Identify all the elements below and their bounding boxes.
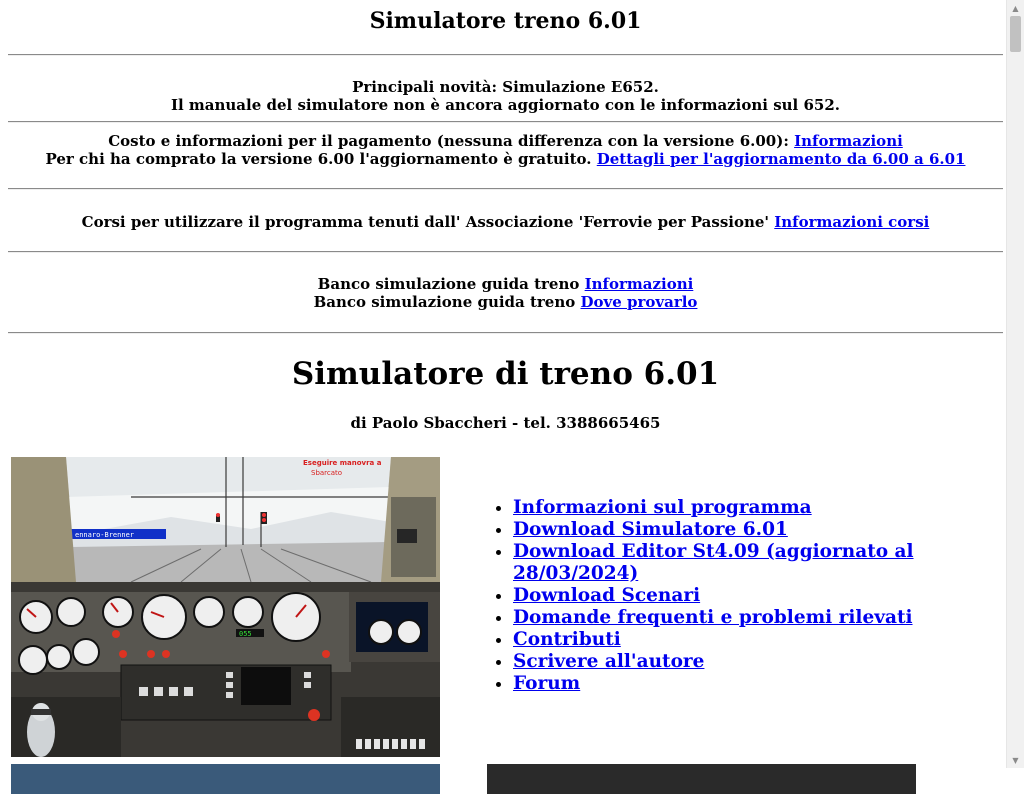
bench-info-link[interactable]: Informazioni	[584, 275, 694, 293]
speed-display: 055	[239, 630, 252, 638]
courses-info-link[interactable]: Informazioni corsi	[774, 213, 930, 231]
scroll-up-icon[interactable]: ▲	[1012, 3, 1019, 13]
download-editor-link[interactable]: Download Editor St4.09 (aggiornato al 28/03/2024)	[513, 541, 914, 584]
divider	[8, 54, 1003, 56]
scrollbar-thumb[interactable]	[1010, 16, 1021, 52]
divider	[8, 332, 1003, 334]
pricing-section	[8, 132, 1003, 168]
divider	[8, 251, 1003, 253]
content-row	[11, 457, 1003, 777]
faq-link[interactable]: Domande frequenti e problemi rilevati	[513, 607, 913, 628]
simulator-screenshot-2	[11, 764, 440, 794]
navigation-links	[487, 497, 1003, 695]
list-item	[513, 541, 1003, 585]
pricing-info-link[interactable]: Informazioni	[794, 132, 903, 150]
simulator-screenshot	[11, 457, 440, 757]
news-line-1: Principali novità: Simulazione E652.	[352, 78, 659, 96]
news-line-2: Il manuale del simulatore non è ancora aggiornato con le informazioni sul 652.	[170, 96, 841, 114]
title-block	[8, 0, 1003, 42]
svg-text:Eseguire manovra a: Eseguire manovra a	[303, 459, 382, 467]
list-item	[513, 497, 1003, 519]
page-content	[8, 0, 1003, 694]
courses-section	[8, 213, 1003, 231]
author-byline: di Paolo Sbaccheri - tel. 3388665465	[350, 414, 661, 432]
cab-view-image	[11, 457, 440, 757]
forum-link[interactable]: Forum	[513, 673, 581, 694]
courses-text: Corsi per utilizzare il programma tenuti dall' Associazione 'Ferrovie per Passione'	[81, 213, 775, 231]
simulator-screenshot-3	[487, 764, 916, 794]
bench-text-2: Banco simulazione guida treno	[313, 293, 581, 311]
list-item	[513, 585, 1003, 607]
bench-location-link[interactable]: Dove provarlo	[580, 293, 698, 311]
list-item	[513, 673, 1003, 695]
list-item	[513, 607, 1003, 629]
page-title: Simulatore treno 6.01	[369, 8, 642, 34]
pricing-text-1: Costo e informazioni per il pagamento (nessuna differenza con la versione 6.00):	[108, 132, 795, 150]
contact-author-link[interactable]: Scrivere all'autore	[513, 651, 705, 672]
vertical-scrollbar[interactable]	[1006, 0, 1024, 768]
divider	[8, 188, 1003, 190]
list-item	[513, 651, 1003, 673]
download-simulator-link[interactable]: Download Simulatore 6.01	[513, 519, 788, 540]
download-scenarios-link[interactable]: Download Scenari	[513, 585, 701, 606]
contributions-link[interactable]: Contributi	[513, 629, 621, 650]
program-info-link[interactable]: Informazioni sul programma	[513, 497, 812, 518]
svg-text:Sbarcato: Sbarcato	[311, 469, 343, 477]
main-heading-block	[8, 356, 1003, 392]
scroll-down-icon[interactable]: ▼	[1012, 755, 1019, 765]
pricing-text-2: Per chi ha comprato la versione 6.00 l'aggiornamento è gratuito.	[45, 150, 597, 168]
main-heading: Simulatore di treno 6.01	[291, 356, 720, 392]
news-section	[8, 78, 1003, 114]
station-sign: ennaro-Brenner	[75, 531, 135, 539]
bench-text-1: Banco simulazione guida treno	[317, 275, 585, 293]
upgrade-details-link[interactable]: Dettagli per l'aggiornamento da 6.00 a 6.01	[596, 150, 966, 168]
list-item	[513, 629, 1003, 651]
bench-section	[8, 275, 1003, 311]
list-item	[513, 519, 1003, 541]
divider	[8, 121, 1003, 123]
